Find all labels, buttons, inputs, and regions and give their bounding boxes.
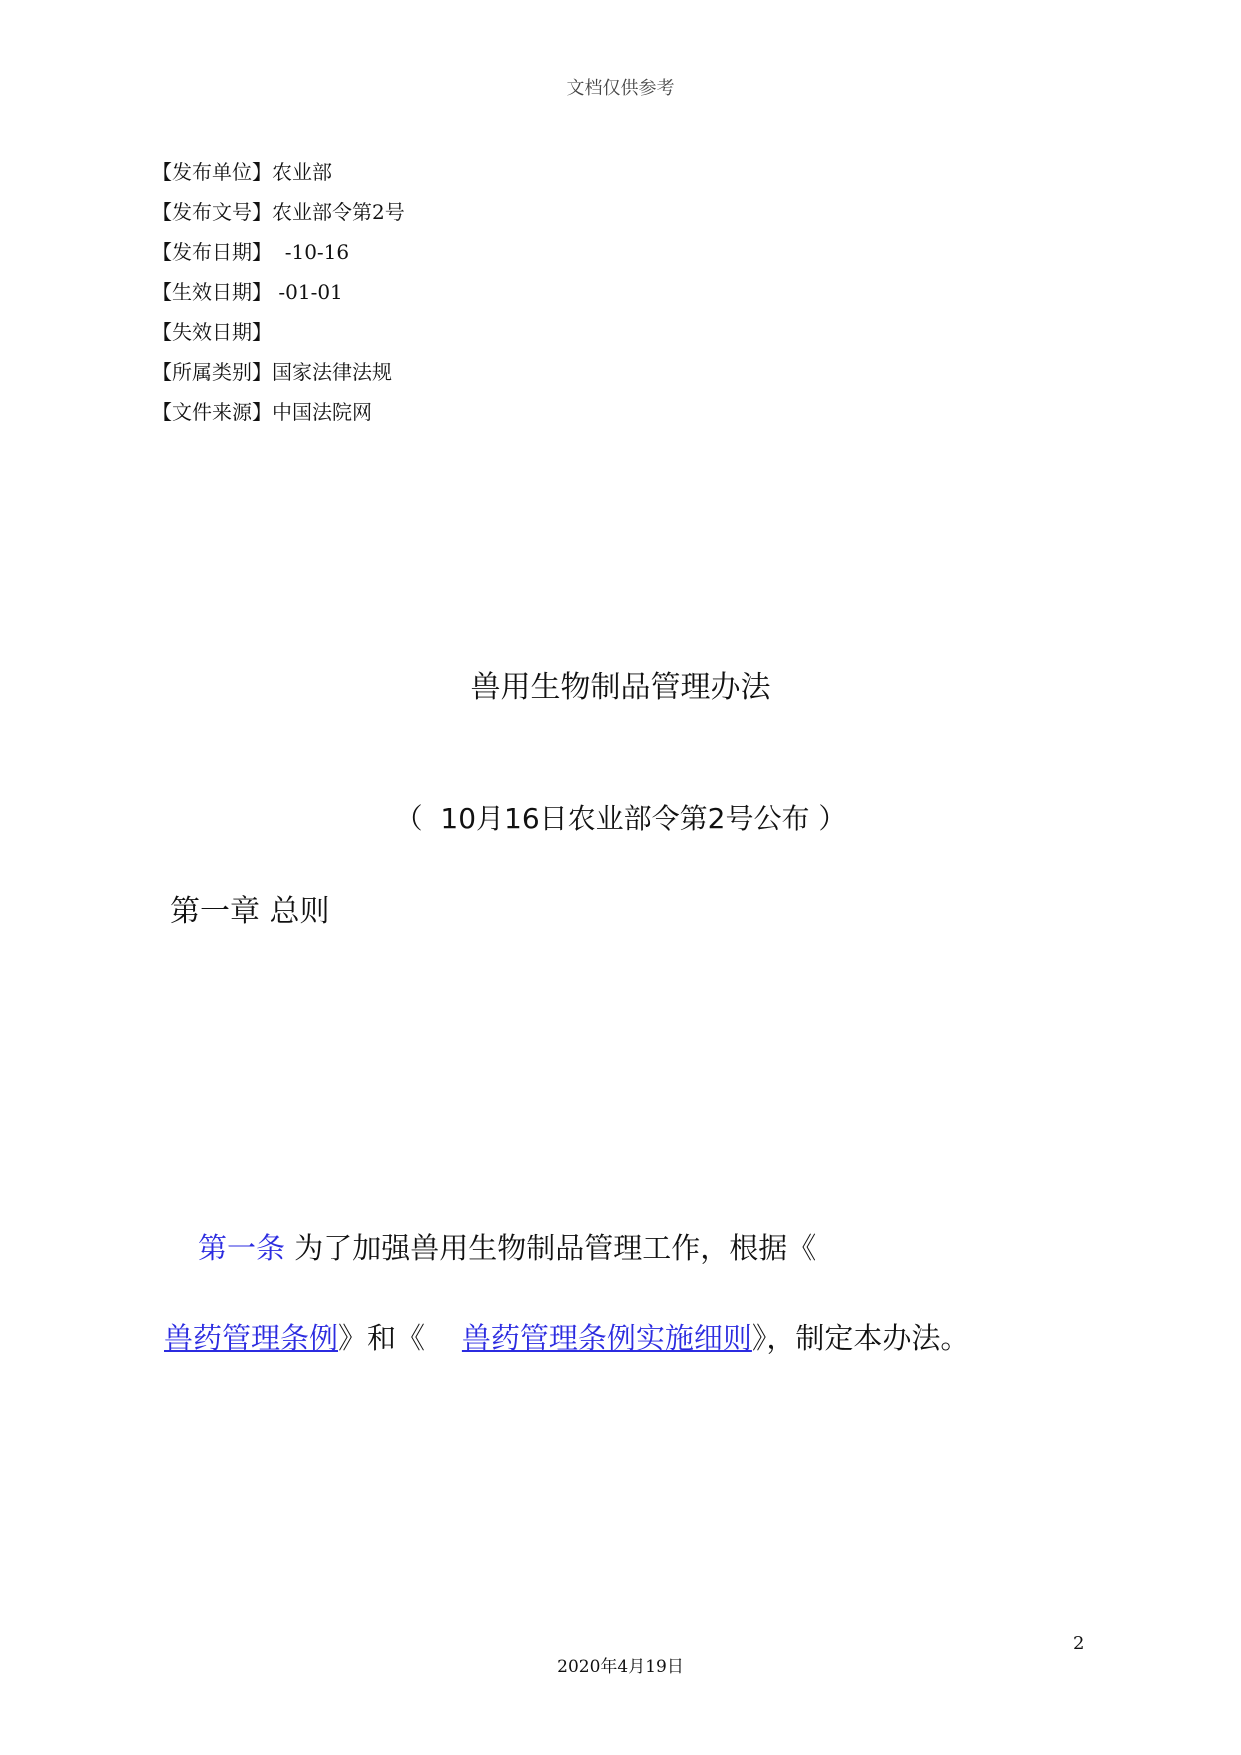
link-veterinary-drug-implementation-rules[interactable]: 兽药管理条例实施细则 xyxy=(461,1321,752,1355)
meta-label: 【失效日期】 xyxy=(152,320,272,344)
meta-label: 【发布单位】 xyxy=(152,160,272,184)
document-title: 兽用生物制品管理办法 xyxy=(470,670,771,705)
meta-row-source xyxy=(152,392,405,432)
article-text: 》，制定本办法。 xyxy=(751,1321,970,1355)
meta-label: 【生效日期】 xyxy=(152,280,272,304)
link-veterinary-drug-regulations[interactable]: 兽药管理条例 xyxy=(164,1321,339,1355)
footer-date: 2020年4月19日 xyxy=(557,1657,684,1677)
meta-row-issue-date xyxy=(152,232,405,272)
meta-row-effective-date xyxy=(152,272,405,312)
chapter-heading: 第一章 总则 xyxy=(170,894,330,929)
meta-label: 【发布文号】 xyxy=(152,200,272,224)
meta-label: 【文件来源】 xyxy=(152,400,272,424)
meta-label: 【发布日期】 xyxy=(152,240,272,264)
meta-value: 农业部令第2号 xyxy=(272,200,405,224)
article-1-line-2 xyxy=(164,1316,969,1357)
meta-row-expiry-date xyxy=(152,312,405,352)
meta-value: 农业部 xyxy=(272,160,332,184)
meta-row-document-number xyxy=(152,192,405,232)
article-number: 第一条 xyxy=(198,1231,286,1265)
article-1-line-1 xyxy=(198,1226,816,1267)
meta-row-category xyxy=(152,352,405,392)
meta-value: 中国法院网 xyxy=(272,400,372,424)
document-subtitle: （ 10月16日农业部令第2号公布 ） xyxy=(394,802,847,835)
page-number: 2 xyxy=(1073,1633,1085,1654)
page-header: 文档仅供参考 xyxy=(566,78,675,99)
meta-label: 【所属类别】 xyxy=(152,360,272,384)
article-text: 》和《 xyxy=(338,1321,462,1355)
meta-value: -01-01 xyxy=(272,280,343,304)
meta-value: -10-16 xyxy=(272,240,350,264)
metadata-block xyxy=(152,152,405,432)
meta-value: 国家法律法规 xyxy=(272,360,392,384)
article-text: 为了加强兽用生物制品管理工作，根据《 xyxy=(285,1231,817,1265)
meta-row-issuer xyxy=(152,152,405,192)
